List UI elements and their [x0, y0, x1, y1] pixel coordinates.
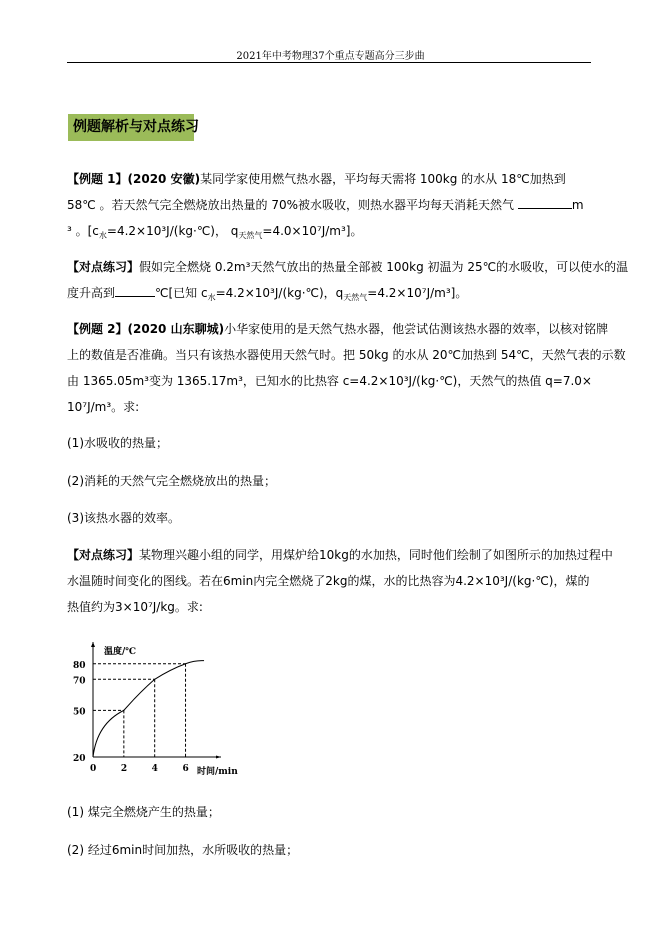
x-tick-label: 6 — [182, 764, 189, 774]
y-axis-arrow — [91, 642, 95, 647]
text: ℃[已知 c — [155, 286, 208, 300]
x-tick-label: 2 — [120, 764, 128, 774]
practice1-tag: 【对点练习】 — [67, 260, 140, 274]
text: 小华家使用的是天然气热水器，他尝试估测该热水器的效率，以核对铭牌 — [224, 322, 609, 336]
practice2-line2: 水温随时间变化的图线。若在6min内完全燃烧了2kg的煤，水的比热容为4.2×10³J/(kg·℃)，煤的 — [67, 574, 590, 588]
practice2-line3: 热值约为3×10⁷J/kg。求: — [67, 600, 203, 614]
text: 某同学家使用燃气热水器，平均每天需将 100kg 的水从 18℃加热到 — [200, 172, 566, 186]
section-banner: 例题解析与对点练习 — [68, 114, 194, 141]
y-tick-label: 80 — [73, 660, 86, 671]
y-tick-label: 20 — [73, 754, 86, 764]
text: =4.2×10³J/(kg·℃)， q — [106, 224, 239, 238]
example1-line1 — [67, 171, 566, 187]
answer-blank[interactable] — [115, 285, 155, 297]
subscript: 水 — [207, 293, 216, 302]
practice2-tag: 【对点练习】 — [67, 548, 140, 562]
temperature-curve — [93, 661, 204, 757]
subscript: 水 — [98, 231, 107, 240]
text: m — [571, 198, 584, 212]
subscript: 天然气 — [238, 231, 263, 240]
text: =4.2×10⁷J/m³]。 — [367, 286, 468, 300]
text: 假如完全燃烧 0.2m³天然气放出的热量全部被 100kg 初温为 25℃的水吸收，可以使水的温 — [139, 260, 629, 274]
header-rule — [67, 62, 591, 63]
answer-blank[interactable] — [518, 197, 572, 209]
example1-line3 — [67, 223, 362, 244]
example2-line4: 10⁷J/m³。求: — [67, 400, 140, 414]
practice2-question-1: (1) 煤完全燃烧产生的热量； — [67, 805, 220, 819]
text: 某物理兴趣小组的同学，用煤炉给10kg的水加热，同时他们绘制了如图所示的加热过程中 — [139, 548, 613, 562]
example2-line2: 上的数值是否准确。当只有该热水器使用天然气时。把 50kg 的水从 20℃加热到 54℃，天然气表的示数 — [67, 348, 626, 362]
y-tick-label: 70 — [73, 676, 86, 687]
example2-line3: 由 1365.05m³变为 1365.17m³，已知水的比热容 c=4.2×10³J/(kg·℃)，天然气的热值 q=7.0× — [67, 374, 592, 388]
example1-tag: 【例题 1】(2020 安徽) — [67, 172, 201, 186]
practice2-line1 — [67, 547, 613, 563]
subscript: 天然气 — [343, 293, 368, 302]
example2-question-3: (3)该热水器的效率。 — [67, 511, 180, 525]
text: 度升高到 — [67, 286, 116, 300]
temperature-time-chart — [60, 630, 260, 780]
practice2-question-2: (2) 经过6min时间加热，水所吸收的热量； — [67, 843, 299, 857]
practice1-line2 — [67, 285, 467, 306]
example2-line1 — [67, 321, 608, 337]
example1-line2 — [67, 197, 584, 213]
text: 58℃ 。若天然气完全燃烧放出热量的 70%被水吸收，则热水器平均每天消耗天然气 — [67, 198, 518, 212]
y-axis-label: 温度/℃ — [104, 647, 137, 657]
x-axis-arrow — [216, 756, 221, 759]
example2-question-2: (2)消耗的天然气完全燃烧放出的热量； — [67, 474, 276, 488]
text: =4.2×10³J/(kg·℃)，q — [215, 286, 344, 300]
example2-question-1: (1)水吸收的热量； — [67, 436, 168, 450]
x-tick-label: 0 — [90, 764, 97, 774]
text: =4.0×10⁷J/m³]。 — [262, 224, 363, 238]
x-axis-label: 时间/min — [197, 767, 238, 777]
practice1-line1 — [67, 259, 628, 275]
example2-tag: 【例题 2】(2020 山东聊城) — [67, 322, 225, 336]
y-tick-label: 50 — [73, 707, 86, 718]
page-header: 2021年中考物理37个重点专题高分三步曲 — [236, 51, 425, 62]
x-tick-label: 4 — [151, 764, 158, 774]
text: ³ 。[c — [67, 224, 99, 238]
